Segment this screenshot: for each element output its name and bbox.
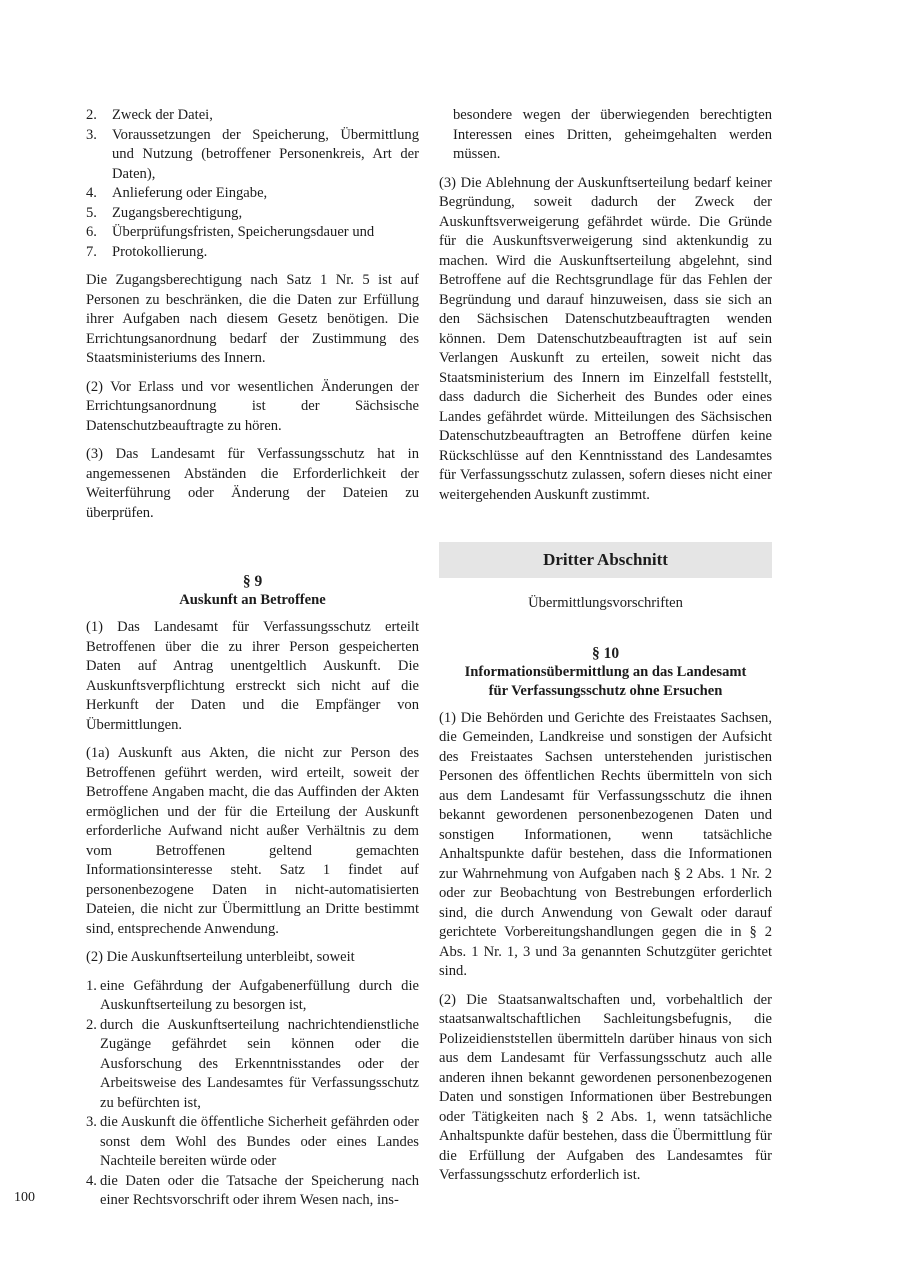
paragraph-9-1a: (1a) Auskunft aus Akten, die nicht zur Person des Betroffenen geführt werden, wird erteilt, soweit der Betroffene Angaben macht, die das Auffinden der Akten ermöglichen und der für die Erteilung der Auskunft erforderliche Aufwand nicht außer Verhältnis zu dem vom Betroffenen geltend gemachten Informationsinteresse steht. Satz 1 findet auf personenbezogene Daten in nicht-automatisierten Dateien, die nicht zur Übermittlung an Dritte bestimmt sind, entsprechende Anwendung. (86, 745, 419, 937)
list-item: 2. durch die Auskunftserteilung nachrichtendienstliche Zugänge gefährdet sein können oder die Ausforschung des Erkenntnisstandes oder der Arbeitsweise des Landesamtes für Verfassungsschutz zu befürchten ist, (86, 1016, 419, 1111)
paragraph-9-3: (3) Die Ablehnung der Auskunftserteilung bedarf keiner Begründung, soweit dadurch der Zweck der Auskunftsverweigerung gefährdet würde. Die Gründe für die Auskunftsverweigerung sind aktenkundig zu machen. Wird die Auskunftserteilung abgelehnt, sind Betroffene auf die Rechtsgrundlage für das Fehlen der Begründung und darauf hinzuweisen, dass sie sich an den Sächsischen Datenschutzbeauftragten wenden können. Dem Datenschutzbeauftragten ist auf sein Verlangen Auskunft zu erteilen, soweit nicht das Staatsministerium des Innern im Einzelfall feststellt, dass dadurch die Sicherheit des Bundes oder eines Landes gefährdet würde. Mitteilungen des Sächsischen Datenschutzbeauftragten an Betroffene dürfen keine Rückschlüsse auf den Kenntnisstand des Landesamtes für Verfassungsschutz zulassen, sofern dieses nicht einer weitergehenden Auskunft zustimmt. (439, 174, 772, 503)
list-item: 2. Zweck der Datei, (86, 107, 213, 123)
chapter-heading: Dritter Abschnitt (439, 542, 772, 578)
paragraph-8-3: (3) Das Landesamt für Verfassungsschutz hat in angemessenen Abständen die Erforderlichkeit der Weiterführung oder Änderung der Dateien zu überprüfen. (86, 446, 419, 521)
list-item: 3. Voraussetzungen der Speicherung, Übermittlung und Nutzung (betroffener Personenkreis, Art der Daten), (86, 126, 419, 182)
list-item: 6. Überprüfungsfristen, Speicherungsdauer und (86, 224, 375, 240)
section-9-title: Auskunft an Betroffene (179, 592, 326, 608)
paragraph-10-2: (2) Die Staatsanwaltschaften und, vorbehaltlich der staatsanwaltschaftlichen Sachleitungsbefugnis, die Polizeidienststellen übermitteln darüber hinaus von sich aus dem Landesamt für Verfassungsschutz auch alle anderen ihnen bekannt gewordenen personenbezogenen Daten und sonstigen Informationen über Bestrebungen oder Tätigkeiten nach § 2 Abs. 1, wenn tatsächliche Anhaltspunkte dafür bestehen, dass die Übermittlung für die Erfüllung der Aufgaben des Landesamtes für Verfassungsschutz erforderlich ist. (439, 991, 772, 1183)
section-9-number: § 9 (242, 573, 263, 590)
list-item: 4. die Daten oder die Tatsache der Speicherung nach einer Rechtsvorschrift oder ihrem Wesen nach, ins- (86, 1172, 419, 1208)
paragraph-10-1: (1) Die Behörden und Gerichte des Freistaates Sachsen, die Gemeinden, Landkreise und sonstigen der Aufsicht des Freistaates Sachsen unterstehenden juristischen Personen des öffentlichen Rechts übermitteln von sich aus dem Landesamt für Verfassungsschutz die ihnen bekannt gewordenen personenbezogenen Daten und sonstigen Informationen, wenn tatsächliche Anhaltspunkte dafür bestehen, dass die Informationen zur Wahrnehmung von Aufgaben nach § 2 Abs. 1 Nr. 2 oder zur Beobachtung von Bestrebungen erforderlich sind, die durch Anwendung von Gewalt oder darauf gerichtete Vorbereitungshandlungen gegen die in § 2 Abs. 1 Nr. 1, 3 und 3a genannten Schutzgüter gerichtet sind. (439, 709, 772, 979)
left-column (86, 106, 419, 1220)
chapter-subtitle: Übermittlungsvorschriften (528, 595, 683, 611)
list-item: 3. die Auskunft die öffentliche Sicherheit gefährden oder sonst dem Wohl des Bundes oder eines Landes Nachteile bereiten würde oder (86, 1114, 419, 1169)
list-item: 4. Anlieferung oder Eingabe, (86, 185, 268, 201)
list-item: 7. Protokollierung. (86, 243, 208, 260)
paragraph-8-2: (2) Vor Erlass und vor wesentlichen Änderungen der Errichtungsanordnung ist der Sächsische Datenschutzbeauftragte zu hören. (86, 378, 419, 434)
refusal-conditions-list (86, 977, 419, 1211)
paragraph-continuation: besondere wegen der überwiegenden berechtigten Interessen eines Dritten, geheimgehalten werden müssen. (453, 107, 772, 162)
paragraph-access-rights: Die Zugangsberechtigung nach Satz 1 Nr. 5 ist auf Personen zu beschränken, die die Daten zur Erfüllung ihrer Aufgaben nach diesem Gesetz benötigen. Die Errichtungsanordnung bedarf der Zustimmung des Staatsministeriums des Innern. (86, 272, 419, 366)
page-number: 100 (14, 1190, 35, 1205)
section-10-title-line1: Informationsübermittlung an das Landesamt (464, 663, 747, 680)
section-10-title-line2: für Verfassungsschutz ohne Ersuchen (488, 682, 723, 699)
paragraph-9-2: (2) Die Auskunftserteilung unterbleibt, soweit (86, 949, 355, 965)
paragraph-9-1: (1) Das Landesamt für Verfassungsschutz erteilt Betroffenen über die zu ihrer Person gespeicherten Daten auf Antrag unentgeltlich Auskunft. Die Auskunftsverpflichtung erstreckt sich nicht auf die Herkunft der Daten und die Empfänger von Übermittlungen. (86, 619, 419, 733)
right-column (439, 106, 772, 1195)
list-item: 1. eine Gefährdung der Aufgabenerfüllung durch die Auskunftserteilung zu besorgen ist, (86, 977, 419, 1013)
list-item: 5. Zugangsberechtigung, (86, 204, 243, 221)
file-contents-list (86, 106, 419, 262)
section-10-number: § 10 (591, 644, 620, 662)
